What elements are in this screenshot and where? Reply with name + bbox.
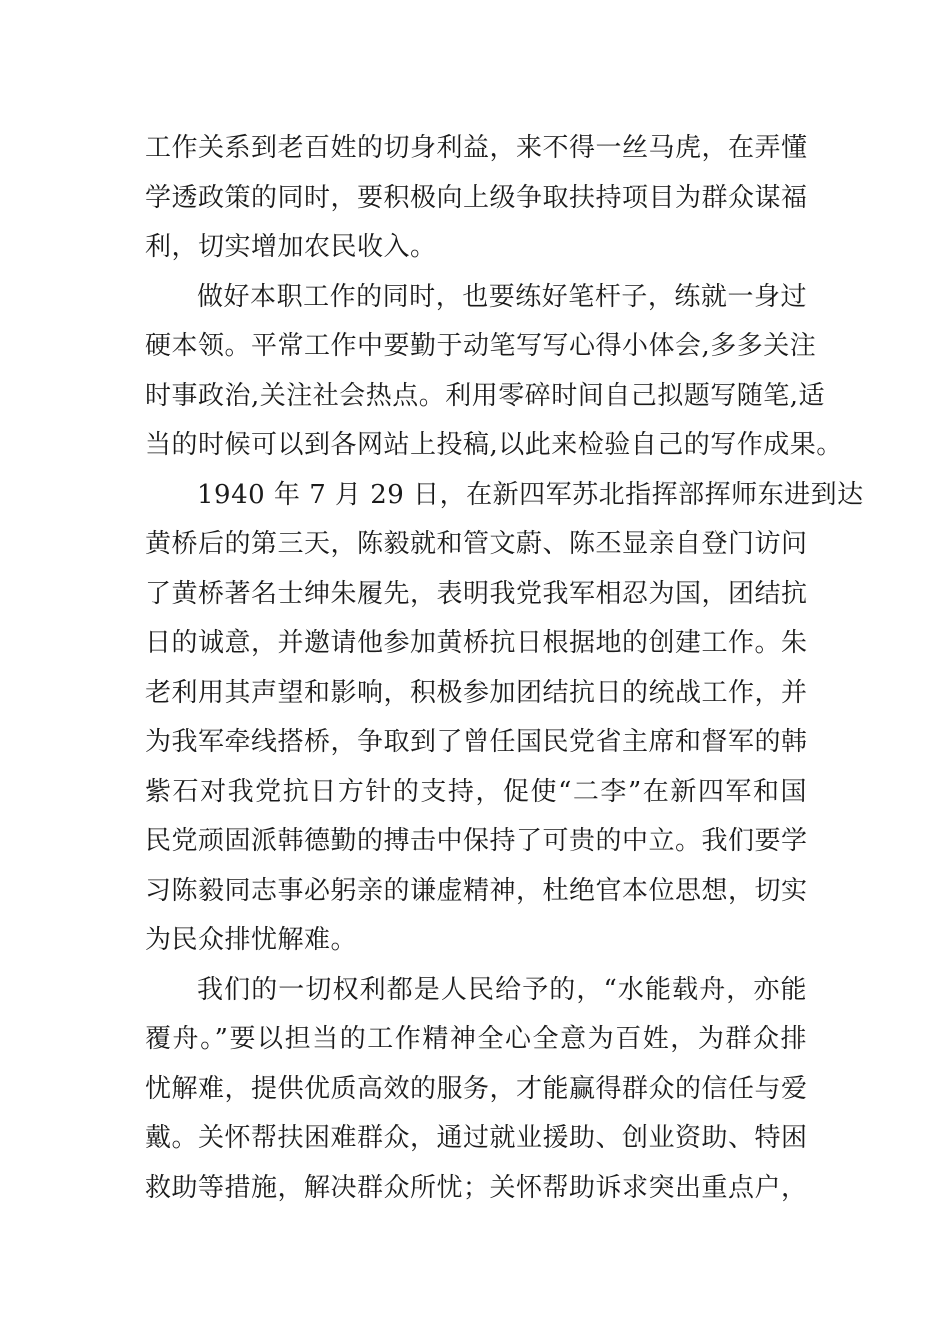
text-line: 戴。关怀帮扶困难群众，通过就业援助、创业资助、特困 bbox=[145, 1123, 808, 1153]
text-line: 覆舟。”要以担当的工作精神全心全意为百姓，为群众排 bbox=[145, 1024, 807, 1054]
text-line: 紫石对我党抗日方针的支持，促使“二李”在新四军和国 bbox=[145, 776, 807, 807]
text-line: 我们的一切权利都是人民给予的，“水能载舟，亦能 bbox=[197, 974, 807, 1005]
text-line: 民党顽固派韩德勤的搏击中保持了可贵的中立。我们要学 bbox=[145, 826, 808, 856]
text-line: 为我军牵线搭桥，争取到了曾任国民党省主席和督军的韩 bbox=[145, 727, 808, 757]
text-line: 黄桥后的第三天，陈毅就和管文蔚、陈丕显亲自登门访问 bbox=[145, 529, 808, 559]
paragraph-3 bbox=[145, 471, 864, 966]
text-line: 做好本职工作的同时，也要练好笔杆子，练就一身过 bbox=[197, 281, 807, 312]
text-line: 学透政策的同时，要积极向上级争取扶持项目为群众谋福 bbox=[145, 182, 808, 213]
text-line: 了黄桥著名士绅朱履先，表明我党我军相忍为国，团结抗 bbox=[145, 578, 808, 609]
text-line: 习陈毅同志事必躬亲的谦虚精神，杜绝官本位思想，切实 bbox=[145, 875, 808, 906]
text-line: 当的时候可以到各网站上投稿,以此来检验自己的写作成果。 bbox=[145, 430, 843, 460]
text-line: 忧解难，提供优质高效的服务，才能赢得群众的信任与爱 bbox=[145, 1073, 808, 1104]
paragraph-2 bbox=[145, 273, 843, 471]
text-line: 老利用其声望和影响，积极参加团结抗日的统战工作，并 bbox=[145, 677, 808, 708]
text-line: 工作关系到老百姓的切身利益，来不得一丝马虎，在弄懂 bbox=[145, 133, 808, 163]
text-line: 为民众排忧解难。 bbox=[145, 925, 358, 955]
text-line: 日的诚意，并邀请他参加黄桥抗日根据地的创建工作。朱 bbox=[145, 628, 808, 658]
text-line: 救助等措施，解决群众所忧；关怀帮助诉求突出重点户， bbox=[145, 1172, 808, 1203]
paragraph-1 bbox=[145, 124, 807, 273]
text-line: 1940 年 7 月 29 日，在新四军苏北指挥部挥师东进到达 bbox=[197, 479, 864, 510]
text-line: 硬本领。平常工作中要勤于动笔写写心得小体会,多多关注 bbox=[145, 331, 817, 361]
paragraph-4 bbox=[145, 966, 807, 1214]
text-line: 利，切实增加农民收入。 bbox=[145, 232, 437, 262]
document-body bbox=[145, 124, 864, 1213]
text-line: 时事政治,关注社会热点。利用零碎时间自己拟题写随笔,适 bbox=[145, 380, 826, 411]
